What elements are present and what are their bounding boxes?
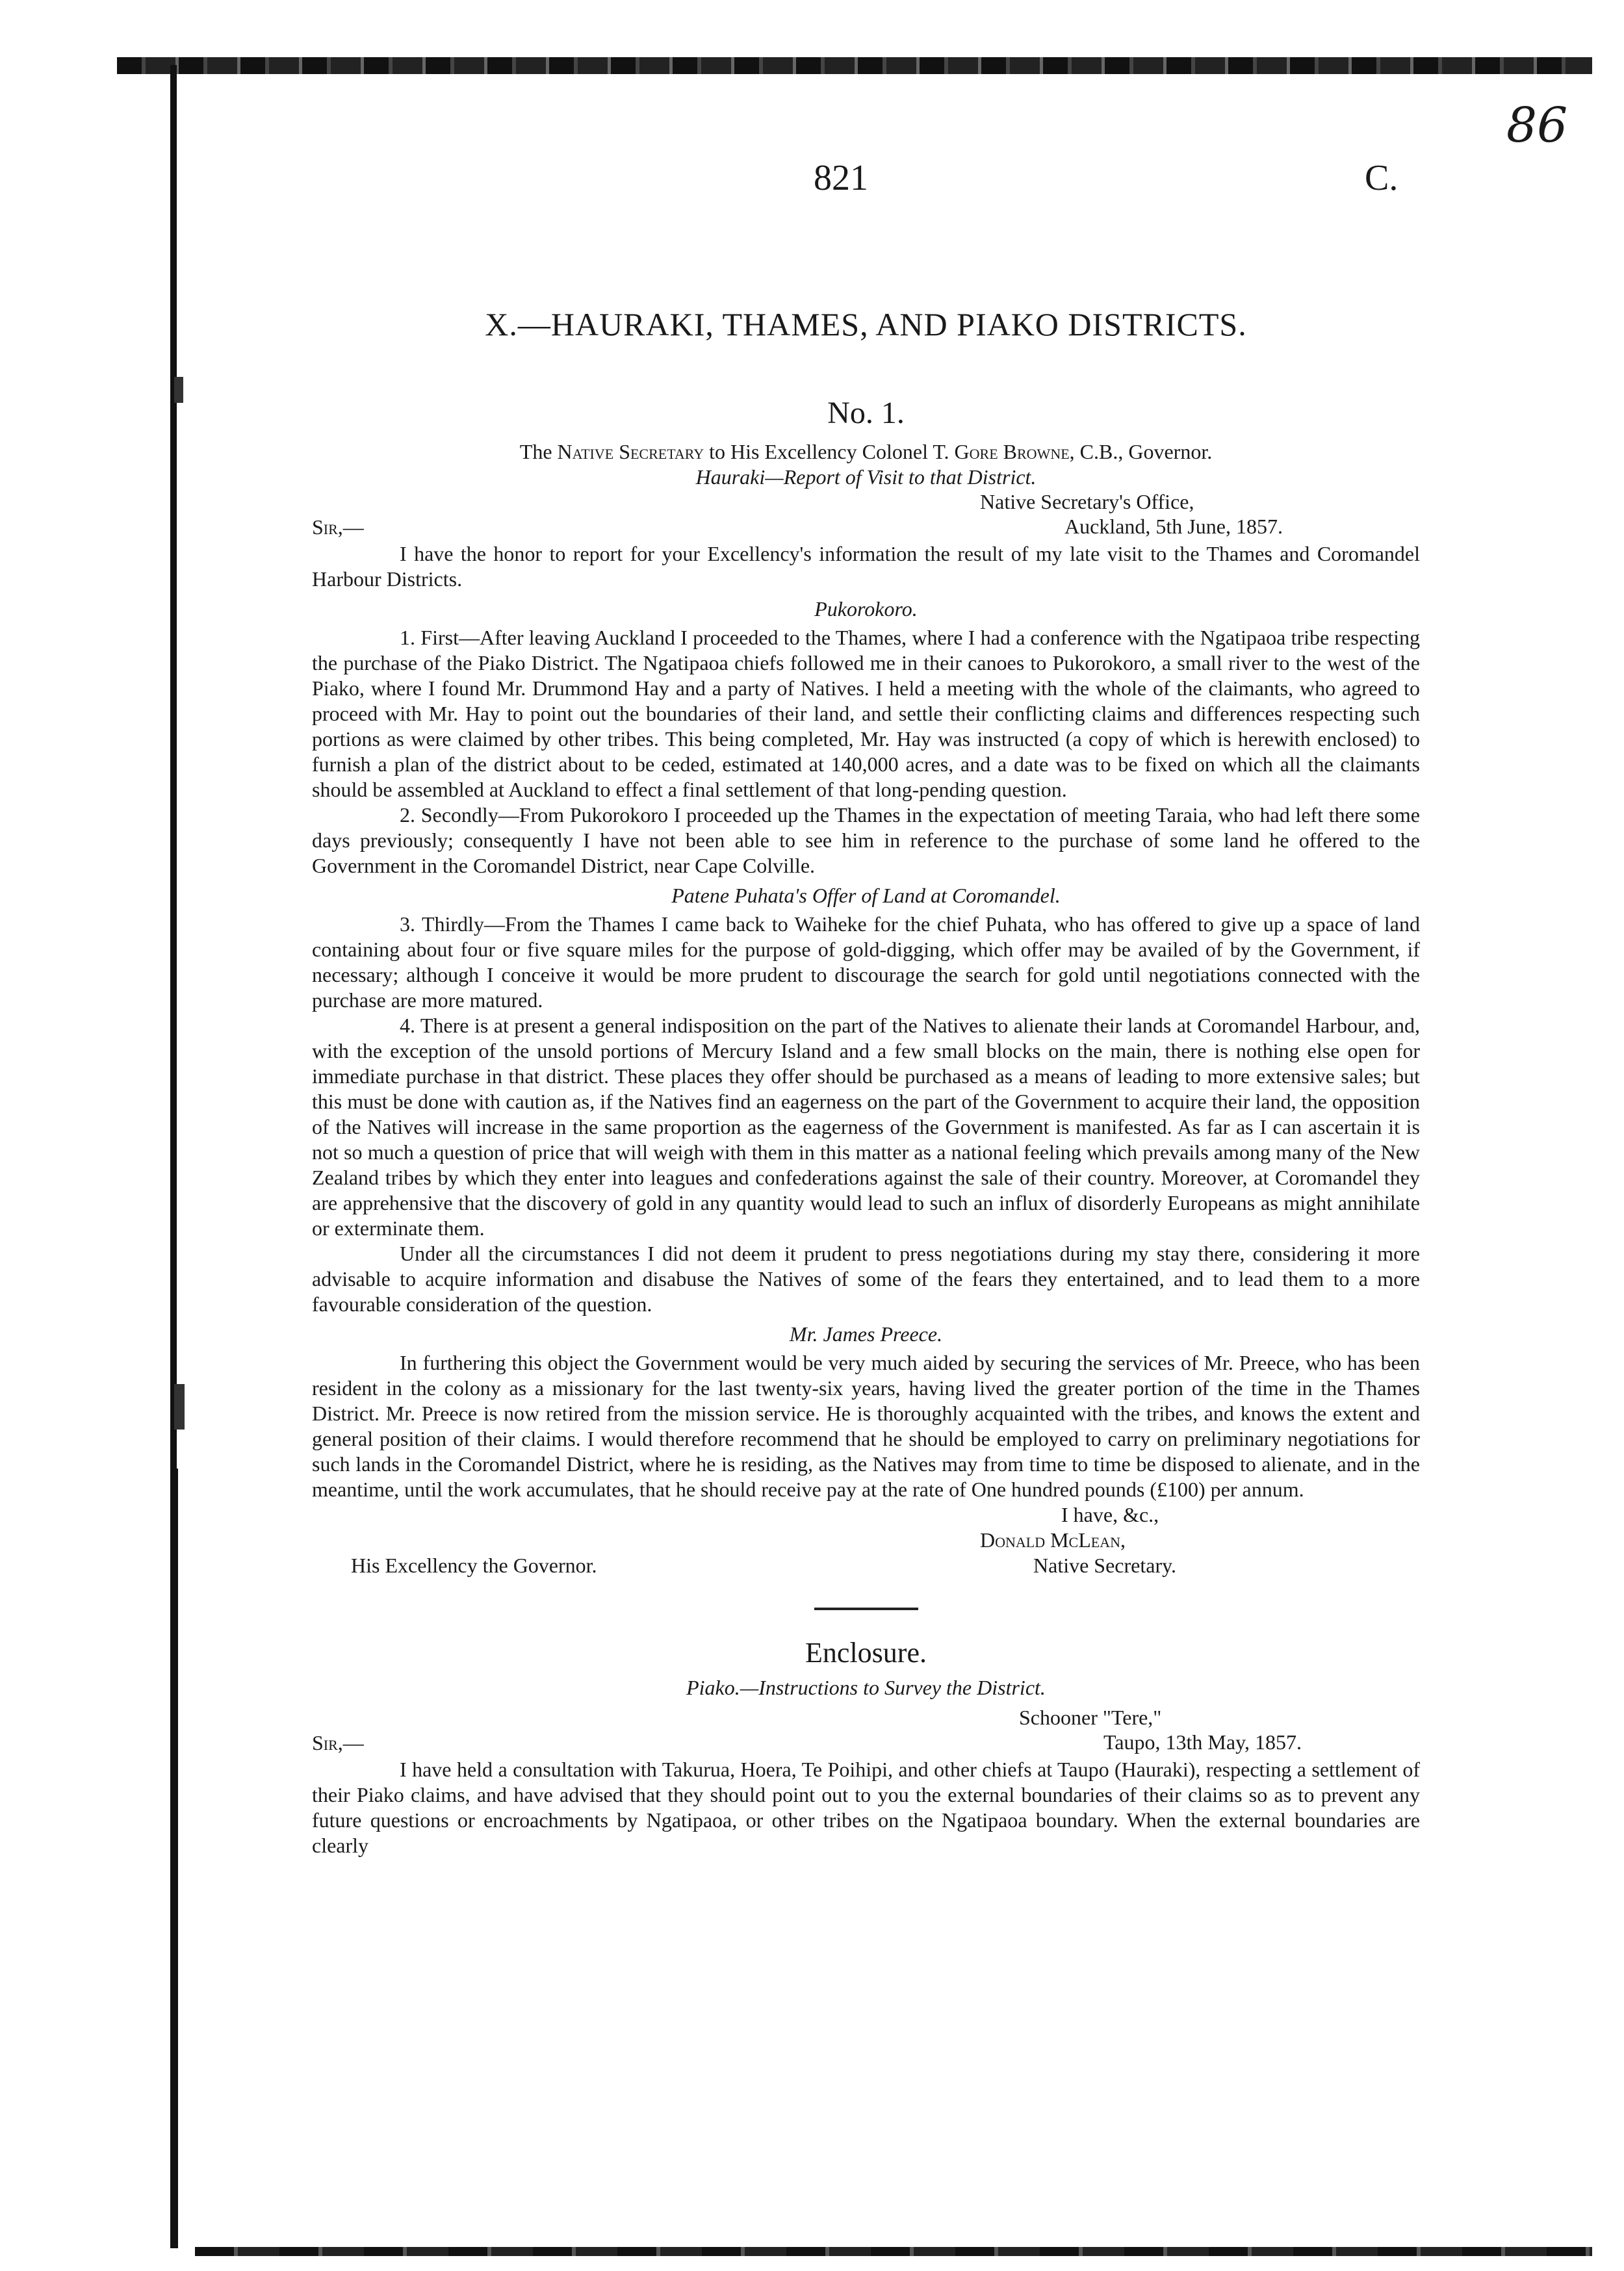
address-date: Taupo, 13th May, 1857. xyxy=(1103,1730,1302,1754)
letter-address xyxy=(312,489,1420,541)
address-date: Auckland, 5th June, 1857. xyxy=(1064,515,1283,538)
enclosure-subtitle: Piako.—Instructions to Survey the District. xyxy=(686,1676,1046,1699)
scan-border-left-lower xyxy=(170,1469,178,2248)
series-letter: C. xyxy=(1365,158,1398,198)
paragraph-1: 1. First—After leaving Auckland I proceeded to the Thames, where I had a conference with the Ngatipaoa tribe respecting the purchase of the Piako District. The Ngatipaoa chiefs followed me in their canoes to Pukorokoro, a small river to the west of the Piako, where I found Mr. Drummond Hay and a party of Natives. I held a meeting with the whole of the claimants, who agreed to proceed with Mr. Hay to point out the boundaries of their land, and settle their conflicting claims and differences respecting such portions as were claimed by other tribes. This being completed, Mr. Hay was instructed (a copy of which is herewith enclosed) to furnish a plan of the district about to be ceded, estimated at 140,000 acres, and a date was to be fixed on which all the claimants should be assembled at Auckland to effect a final settlement of that long-pending question. xyxy=(312,626,1420,801)
scan-border-left xyxy=(170,65,177,1546)
salutation: Sir,— xyxy=(312,1731,364,1754)
salutation: Sir,— xyxy=(312,515,364,539)
enclosure-title: Enclosure. xyxy=(805,1637,927,1669)
enclosure-paragraph-1: I have held a consultation with Takurua, Hoera, Te Poihipi, and other chiefs at Taupo (Hauraki), respecting a settlement of their Piako claims, and have advised that they should point out to you the external boundaries of their claims so as to prevent any future questions or encroachments by Ngatipaoa, or other tribes on the Ngatipaoa boundary. When the external boundaries are clearly xyxy=(312,1758,1420,1857)
section-divider xyxy=(814,1608,918,1610)
scan-border-top xyxy=(117,57,1592,74)
paragraph-5: Under all the circumstances I did not deem it prudent to press negotiations during my stay there, considering it more advisable to acquire information and disabuse the Natives of some of the fears they entertained, and to lead them to a more favourable consideration of the question. xyxy=(312,1242,1420,1316)
from-text: The xyxy=(519,440,552,463)
from-recipient: Gore Browne xyxy=(954,440,1070,463)
document-from-line xyxy=(312,440,1420,464)
subheading-pukorokoro: Pukorokoro. xyxy=(814,597,918,621)
from-text: , C.B., Governor. xyxy=(1069,440,1213,463)
section-title: X.—HAURAKI, THAMES, AND PIAKO DISTRICTS. xyxy=(485,306,1247,342)
scan-mark xyxy=(174,1384,185,1430)
addressee: His Excellency the Governor. xyxy=(351,1554,597,1577)
paragraph-4: 4. There is at present a general indisposition on the part of the Natives to alienate their lands at Coromandel Harbour, and, with the exception of the unsold portions of Mercury Island and a few small blocks on the main, there is nothing else open for immediate purchase in that district. These places they offer should be purchased as a means of leading to more extensive sales; but this must be done with caution as, if the Natives find an eagerness on the part of the Government to acquire their land, the opposition of the Natives will increase in the same proportion as the eagerness of the Government is manifested. As far as I can ascertain it is not so much a question of price that will weigh with them in this matter as a national feeling which prevails among many of the New Zealand tribes by which they enter into leagues and confederations against the sale of their country. Moreover, at Coromandel they are apprehensive that the discovery of gold in any quantity would lead to such an influx of disorderly Europeans as might annihilate or exterminate them. xyxy=(312,1014,1420,1240)
from-text: to His Excellency Colonel T. xyxy=(709,440,949,463)
page-header xyxy=(0,144,1624,203)
letter-address-right xyxy=(980,489,1283,539)
signature-title: Native Secretary. xyxy=(1033,1554,1177,1577)
signature-name: Donald McLean, xyxy=(980,1528,1126,1552)
document-subtitle: Hauraki—Report of Visit to that District. xyxy=(695,465,1037,489)
address-line: Native Secretary's Office, xyxy=(980,490,1194,513)
handwritten-folio: 86 xyxy=(1506,97,1568,153)
paragraph-intro: I have the honor to report for your Excellency's information the result of my late visit to the Thames and Coromandel Harbour Districts. xyxy=(312,542,1420,591)
address-line: Schooner "Tere," xyxy=(1019,1706,1162,1729)
closing-phrase: I have, &c., xyxy=(1061,1503,1159,1526)
enclosure-address xyxy=(312,1705,1420,1757)
letter-closing xyxy=(312,1502,1420,1580)
document-number: No. 1. xyxy=(827,396,905,430)
subheading-preece: Mr. James Preece. xyxy=(789,1322,943,1346)
document-body xyxy=(312,305,1420,1858)
scan-border-bottom xyxy=(195,2247,1592,2256)
scan-mark xyxy=(174,377,183,403)
page-number: 821 xyxy=(814,158,868,198)
paragraph-3: 3. Thirdly—From the Thames I came back to Waiheke for the chief Puhata, who has offered to give up a space of land containing about four or five square miles for the purpose of gold-digging, which offer may be availed of by the Government, if necessary; although I conceive it would be more prudent to discourage the search for gold until negotiations connected with the purchase are more matured. xyxy=(312,912,1420,1012)
paragraph-2: 2. Secondly—From Pukorokoro I proceeded up the Thames in the expectation of meeting Taraia, who had left there some days previously; consequently I have not been able to see him in reference to the purchase of some land he offered to the Government in the Coromandel District, near Cape Colville. xyxy=(312,803,1420,877)
from-sender: Native Secretary xyxy=(557,440,704,463)
enclosure-address-right xyxy=(1019,1705,1302,1754)
paragraph-6: In furthering this object the Government would be very much aided by securing the services of Mr. Preece, who has been resident in the colony as a missionary for the last twenty-six years, having lived the greater portion of the time in the Thames District. Mr. Preece is now retired from the mission service. He is thoroughly acquainted with the tribes, and knows the extent and general position of their claims. I would therefore recommend that he should be employed to carry on preliminary negotiations for such lands in the Coromandel District, where he is residing, as the Natives may from time to time be disposed to alienate, and in the meantime, until the work accumulates, that he should receive pay at the rate of One hundred pounds (£100) per annum. xyxy=(312,1351,1420,1501)
signature xyxy=(980,1528,1126,1553)
subheading-patene: Patene Puhata's Offer of Land at Coromandel. xyxy=(671,884,1061,907)
